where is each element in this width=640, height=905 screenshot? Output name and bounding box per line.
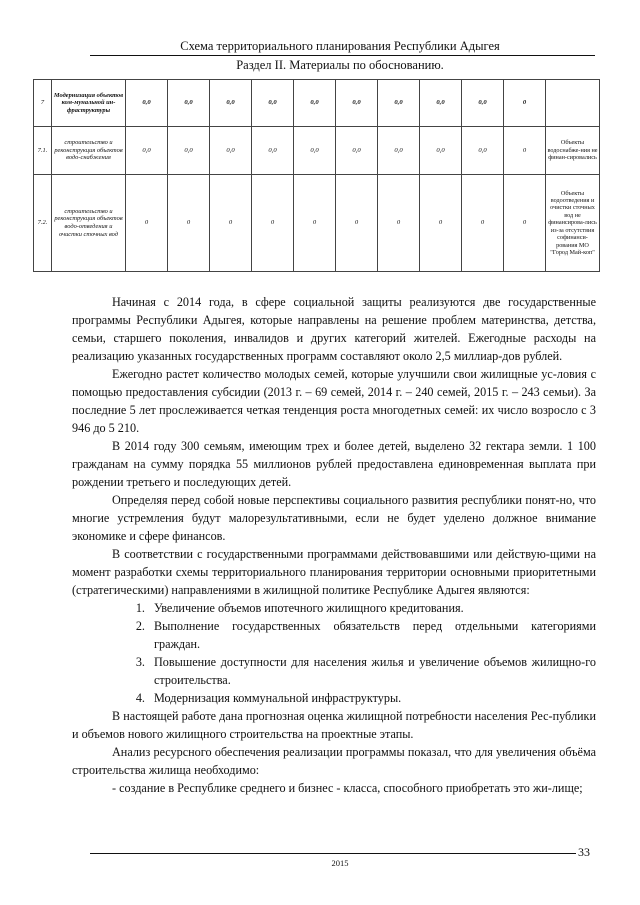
paragraph: Начиная с 2014 года, в сфере социальной защиты реализуются две государственные программы Республики Адыгея, которые направлены на решение проблем материнства, детства, семьи, старшего поколения, инвалидов и других категорий жителей. Ежегодные расходы на реализацию указанных государственных программ составляют около 2,5 миллиар-дов рублей. bbox=[72, 295, 596, 363]
priority-list bbox=[72, 599, 596, 707]
row-value: 0,0 bbox=[336, 127, 378, 175]
row-value: 0,0 bbox=[126, 80, 168, 127]
row-number: 7.1. bbox=[34, 127, 52, 175]
row-value: 0,0 bbox=[462, 80, 504, 127]
document-body bbox=[72, 293, 596, 797]
paragraph: - создание в Республике среднего и бизнес - класса, способного приобретать это жи-лище; bbox=[112, 781, 583, 795]
row-value: 0 bbox=[504, 175, 546, 272]
row-value: 0 bbox=[420, 175, 462, 272]
list-item: 3. Повышение доступности для населения жилья и увеличение объемов жилищно-го строительства. bbox=[148, 653, 596, 689]
row-value: 0,0 bbox=[168, 127, 210, 175]
document-header-title: Схема территориального планирования Республики Адыгея bbox=[180, 39, 500, 53]
row-value: 0,0 bbox=[294, 127, 336, 175]
row-value: 0,0 bbox=[252, 127, 294, 175]
list-item: 4. Модернизация коммунальной инфраструктуры. bbox=[148, 689, 596, 707]
table-row bbox=[34, 127, 600, 175]
footer-rule bbox=[90, 853, 576, 854]
table-row bbox=[34, 175, 600, 272]
row-number: 7 bbox=[34, 80, 52, 127]
row-value: 0 bbox=[378, 175, 420, 272]
row-number: 7.2. bbox=[34, 175, 52, 272]
row-value: 0 bbox=[504, 80, 546, 127]
row-value: 0,0 bbox=[378, 127, 420, 175]
row-value: 0,0 bbox=[168, 80, 210, 127]
page-number: 33 bbox=[578, 845, 590, 859]
row-value: 0 bbox=[252, 175, 294, 272]
row-value: 0 bbox=[168, 175, 210, 272]
paragraph: Ежегодно растет количество молодых семей, которые улучшили свои жилищные ус-ловия с помощью предоставления субсидии (2013 г. – 69 семей, 2014 г. – 240 семей, 2015 г. – 243 семьи). За последние 5 лет прослеживается четкая тенденция роста многодетных семей: их число возросло с 3 946 до 5 210. bbox=[72, 367, 596, 435]
row-value: 0,0 bbox=[126, 127, 168, 175]
row-note: Объекты водоснабже-ния не финан-сировались bbox=[546, 127, 600, 175]
row-value: 0 bbox=[462, 175, 504, 272]
row-value: 0,0 bbox=[378, 80, 420, 127]
paragraph: Анализ ресурсного обеспечения реализации программы показал, что для увеличения объёма строительства жилища необходимо: bbox=[72, 745, 596, 777]
footer-year: 2015 bbox=[331, 858, 349, 868]
row-value: 0,0 bbox=[210, 127, 252, 175]
list-item: 1. Увеличение объемов ипотечного жилищного кредитования. bbox=[148, 599, 596, 617]
row-value: 0,0 bbox=[210, 80, 252, 127]
paragraph: В настоящей работе дана прогнозная оценка жилищной потребности населения Рес-публики и объемов нового жилищного строительства на проектные этапы. bbox=[72, 709, 596, 741]
row-value: 0,0 bbox=[420, 80, 462, 127]
funding-table bbox=[33, 79, 600, 272]
table-row bbox=[34, 80, 600, 127]
row-value: 0 bbox=[210, 175, 252, 272]
row-value: 0 bbox=[504, 127, 546, 175]
row-note: Объекты водоотведения и очистки сточных вод не финансирова-лись из-за отсутствия софинанси-рования МО "Город Май-коп" bbox=[546, 175, 600, 272]
header-rule bbox=[90, 55, 595, 56]
row-value: 0,0 bbox=[462, 127, 504, 175]
row-name: строительство и реконструкция объектов водо-снабжения bbox=[52, 127, 126, 175]
row-name: Модернизация объектов ком-мунальной ин-фраструктуры bbox=[52, 80, 126, 127]
row-value: 0 bbox=[126, 175, 168, 272]
row-note bbox=[546, 80, 600, 127]
row-value: 0,0 bbox=[252, 80, 294, 127]
paragraph: В соответствии с государственными программами действовавшими или действую-щими на момент разработки схемы территориального планирования территории основными приоритетными (стратегическими) направлениями в жилищной политике Республике Адыгея являются: bbox=[72, 547, 596, 597]
row-value: 0 bbox=[336, 175, 378, 272]
document-section-subtitle: Раздел II. Материалы по обоснованию. bbox=[236, 58, 444, 72]
row-value: 0 bbox=[294, 175, 336, 272]
row-value: 0,0 bbox=[294, 80, 336, 127]
row-value: 0,0 bbox=[336, 80, 378, 127]
paragraph: Определяя перед собой новые перспективы социального развития республики понят-но, что многие устремления будут малорезультативными, если не будет уделено должное внимание экономике и сфере финансов. bbox=[72, 493, 596, 543]
paragraph: В 2014 году 300 семьям, имеющим трех и более детей, выделено 32 гектара земли. 1 100 гражданам на сумму порядка 55 миллионов рублей предоставлена единовременная выплата при рождении третьего и последующих детей. bbox=[72, 439, 596, 489]
list-item: 2. Выполнение государственных обязательств перед отдельными категориями граждан. bbox=[148, 617, 596, 653]
row-name: строительство и реконструкция объектов водо-отведения и очистки сточных вод bbox=[52, 175, 126, 272]
row-value: 0,0 bbox=[420, 127, 462, 175]
